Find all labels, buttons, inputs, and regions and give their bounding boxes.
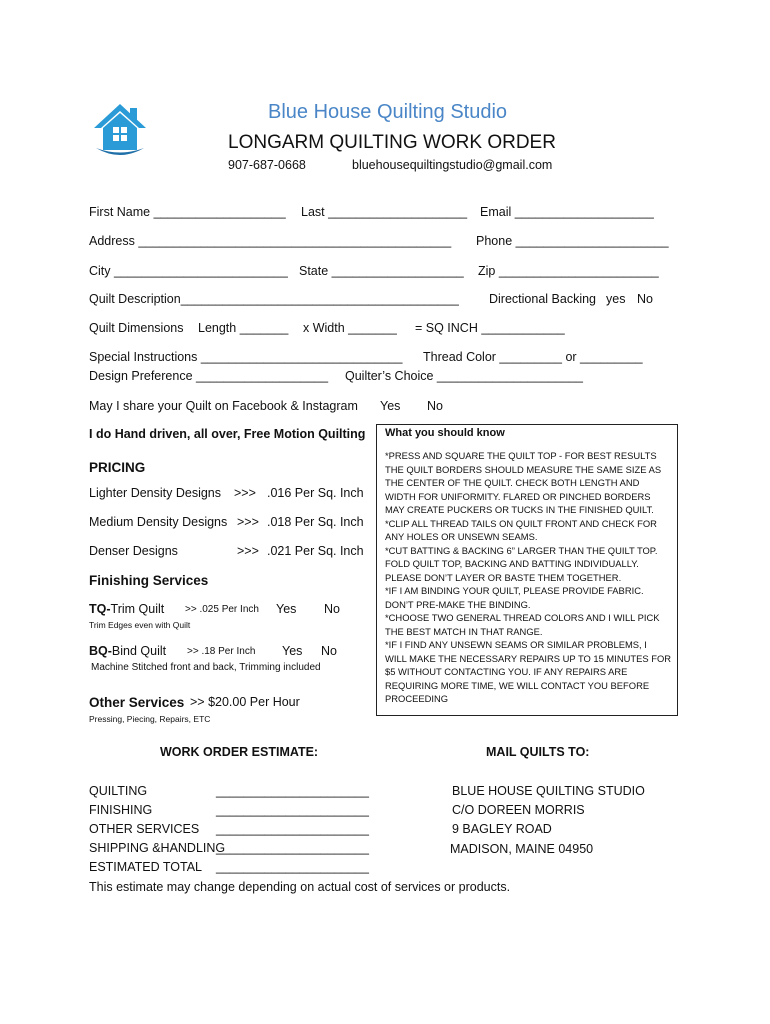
other-services-heading: Other Services xyxy=(89,695,185,710)
bind-quilt-code: BQ- xyxy=(89,644,112,658)
mail-heading: MAIL QUILTS TO: xyxy=(486,745,590,759)
phone-field[interactable]: Phone ______________________ xyxy=(476,234,669,248)
address-field[interactable]: Address _____________________________________________ xyxy=(89,234,452,248)
special-instructions-field[interactable]: Special Instructions _____________________________ xyxy=(89,350,403,364)
estimate-label: SHIPPING &HANDLING xyxy=(89,841,226,855)
bind-quilt-note: Machine Stitched front and back, Trimming included xyxy=(91,662,321,673)
trim-quilt-code: TQ- xyxy=(89,602,111,616)
email-address: bluehousequiltingstudio@gmail.com xyxy=(352,158,553,172)
studio-name: Blue House Quilting Studio xyxy=(268,101,508,123)
note-line: *IF I FIND ANY UNSEWN SEAMS OR SIMILAR PROBLEMS, I xyxy=(385,639,647,650)
other-services-note: Pressing, Piecing, Repairs, ETC xyxy=(89,714,211,724)
pricing-price: .018 Per Sq. Inch xyxy=(267,515,364,529)
bind-quilt-option xyxy=(89,644,166,658)
note-line: *CHOOSE TWO GENERAL THREAD COLORS AND I WILL PICK xyxy=(385,612,660,623)
first-name-field[interactable]: First Name ___________________ xyxy=(89,205,286,219)
quilters-choice-field[interactable]: Quilter’s Choice _____________________ xyxy=(345,369,583,383)
pricing-label: Medium Density Designs xyxy=(89,515,228,529)
trim-quilt-label: Trim Quilt xyxy=(110,602,165,616)
estimate-line[interactable]: ______________________ xyxy=(216,803,369,817)
thread-color-field[interactable]: Thread Color _________ or _________ xyxy=(423,350,643,364)
notes-heading: What you should know xyxy=(385,427,505,439)
email-field[interactable]: Email ____________________ xyxy=(480,205,654,219)
note-line: *IF I AM BINDING YOUR QUILT, PLEASE PROVIDE FABRIC. xyxy=(385,585,644,596)
pricing-label: Lighter Density Designs xyxy=(89,486,222,500)
estimate-label: ESTIMATED TOTAL xyxy=(89,860,202,874)
trim-quilt-note: Trim Edges even with Quilt xyxy=(89,620,191,630)
note-line: *CUT BATTING & BACKING 6” LARGER THAN THE QUILT TOP. xyxy=(385,544,658,556)
last-name-field[interactable]: Last ____________________ xyxy=(301,205,468,219)
quilt-description-field[interactable]: Quilt Description________________________________________ xyxy=(89,292,459,306)
pricing-arrow: >>> xyxy=(237,544,259,558)
estimate-line[interactable]: ______________________ xyxy=(216,841,369,855)
note-line: FOLD QUILT TOP, BACKING AND BATTING INDIVIDUALLY. xyxy=(385,558,639,569)
note-line: MAY CREATE PUCKERS OR TUCKS IN THE FINISHED QUILT. xyxy=(385,504,654,515)
mail-line: 9 BAGLEY ROAD xyxy=(452,822,552,836)
note-line: THE QUILT BORDERS SHOULD MEASURE THE SAME SIZE AS xyxy=(385,463,662,475)
estimate-label: QUILTING xyxy=(89,784,148,798)
bind-quilt-no[interactable]: No xyxy=(321,644,337,658)
note-line: ANY HOLES OR UNSEWN SEAMS. xyxy=(385,531,538,542)
share-no[interactable]: No xyxy=(427,399,443,413)
what-you-should-know-box xyxy=(376,424,678,716)
pricing-label: Denser Designs xyxy=(89,544,178,558)
bind-quilt-label: Bind Quilt xyxy=(111,644,167,658)
note-line: DON’T PRE-MAKE THE BINDING. xyxy=(385,598,531,610)
other-services-price: >> $20.00 Per Hour xyxy=(190,695,300,709)
bind-quilt-price: >> .18 Per Inch xyxy=(187,646,256,657)
mail-line: C/O DOREEN MORRIS xyxy=(452,803,585,817)
finishing-heading: Finishing Services xyxy=(89,573,209,588)
width-field[interactable]: x Width _______ xyxy=(303,321,397,335)
note-line: THE CENTER OF THE QUILT. CHECK BOTH LENGTH AND xyxy=(385,477,640,488)
quilt-dimensions-label: Quilt Dimensions xyxy=(89,321,184,335)
trim-quilt-yes[interactable]: Yes xyxy=(276,602,297,616)
note-line: THE BEST MATCH IN THAT RANGE. xyxy=(385,625,543,637)
hand-driven-note: I do Hand driven, all over, Free Motion Quilting xyxy=(89,427,366,441)
note-line: WIDTH FOR UNIFORMITY. FLARED OR PINCHED BORDERS xyxy=(385,490,651,502)
pricing-arrow: >>> xyxy=(234,486,256,500)
house-icon xyxy=(90,100,150,160)
zip-field[interactable]: Zip _______________________ xyxy=(478,264,659,278)
form-title: LONGARM QUILTING WORK ORDER xyxy=(228,132,556,153)
notes-text xyxy=(385,449,673,706)
state-field[interactable]: State ___________________ xyxy=(299,264,464,278)
share-yes[interactable]: Yes xyxy=(380,399,401,413)
phone-number: 907-687-0668 xyxy=(228,158,306,172)
note-line: $5 WITHOUT CONTACTING YOU. IF ANY REPAIRS ARE xyxy=(385,666,628,677)
directional-backing-no[interactable]: No xyxy=(637,292,653,306)
directional-backing-label: Directional Backing xyxy=(489,292,596,306)
estimate-heading: WORK ORDER ESTIMATE: xyxy=(160,745,319,759)
city-field[interactable]: City _________________________ xyxy=(89,264,288,278)
estimate-line[interactable]: ______________________ xyxy=(216,822,369,836)
trim-quilt-no[interactable]: No xyxy=(324,602,340,616)
estimate-disclaimer: This estimate may change depending on actual cost of services or products. xyxy=(89,880,511,894)
design-preference-field[interactable]: Design Preference ___________________ xyxy=(89,369,329,383)
trim-quilt-price: >> .025 Per Inch xyxy=(185,604,259,615)
share-question: May I share your Quilt on Facebook & Instagram xyxy=(89,399,358,413)
length-field[interactable]: Length _______ xyxy=(198,321,289,335)
note-line: REQUIRING MORE TIME, WE WILL CONTACT YOU BEFORE xyxy=(385,679,650,691)
estimate-line[interactable]: ______________________ xyxy=(216,860,369,874)
trim-quilt-option xyxy=(89,602,164,616)
note-line: WILL MAKE THE NECESSARY REPAIRS UP TO 15 MINUTES FOR xyxy=(385,652,672,664)
estimate-label: OTHER SERVICES xyxy=(89,822,200,836)
mail-line: MADISON, MAINE 04950 xyxy=(450,842,594,856)
directional-backing-yes[interactable]: yes xyxy=(606,292,626,306)
bind-quilt-yes[interactable]: Yes xyxy=(282,644,303,658)
estimate-line[interactable]: ______________________ xyxy=(216,784,369,798)
mail-line: BLUE HOUSE QUILTING STUDIO xyxy=(452,784,645,798)
estimate-label: FINISHING xyxy=(89,803,153,817)
pricing-price: .016 Per Sq. Inch xyxy=(267,486,364,500)
note-line: *PRESS AND SQUARE THE QUILT TOP - FOR BEST RESULTS xyxy=(385,450,657,461)
pricing-arrow: >>> xyxy=(237,515,259,529)
note-line: *CLIP ALL THREAD TAILS ON QUILT FRONT AND CHECK FOR xyxy=(385,517,657,529)
note-line: PLEASE DON’T LAYER OR BASTE THEM TOGETHER. xyxy=(385,571,622,583)
pricing-heading: PRICING xyxy=(89,460,146,475)
note-line: PROCEEDING xyxy=(385,693,449,704)
sq-inch-field[interactable]: = SQ INCH ____________ xyxy=(415,321,565,335)
pricing-price: .021 Per Sq. Inch xyxy=(267,544,364,558)
